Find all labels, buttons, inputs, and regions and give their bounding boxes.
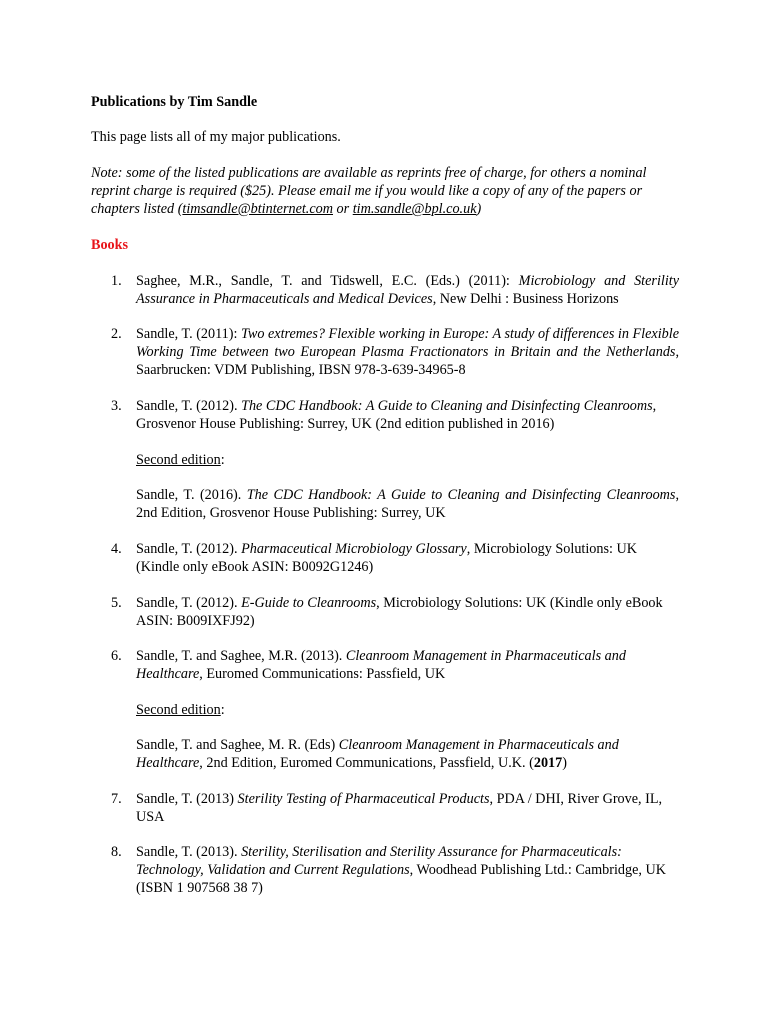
citation-title: Two extremes? Flexible working in Europe: A study of differences in Flexible Working Time between two European Plasma Fractionators in Britain and the Netherlands <box>136 326 679 360</box>
citation-title: E-Guide to Cleanrooms <box>241 595 377 611</box>
citation <box>136 790 679 826</box>
item-number: 6. <box>111 648 122 664</box>
citation-close: ) <box>562 755 567 771</box>
citation <box>136 397 679 433</box>
citation-authors: Sandle, T. and Saghee, M. R. (Eds) <box>136 737 339 753</box>
second-edition-colon: : <box>220 702 225 718</box>
intro-text: This page lists all of my major publications. <box>91 129 341 145</box>
citation-authors: Sandle, T. (2012). <box>136 398 242 414</box>
citation-publisher: , Saarbrucken: VDM Publishing, IBSN 978-3-639-34965-8 <box>136 344 679 378</box>
page-title: Publications by Tim Sandle <box>91 94 258 110</box>
item-number: 7. <box>111 791 122 807</box>
citation-authors: Sandle, T. (2012). <box>136 595 242 611</box>
citation-title: The CDC Handbook: A Guide to Cleaning and Disinfecting Cleanrooms <box>241 398 653 414</box>
section-heading-books: Books <box>91 237 129 253</box>
citation-authors: Sandle, T. (2011): <box>136 326 242 342</box>
citation-title: Sterility, Sterilisation and Sterility Assurance for Pharmaceuticals: Technology, Validation and Current Regulations <box>136 844 622 878</box>
citation-authors: Sandle, T. (2016). <box>136 487 247 503</box>
item-number: 2. <box>111 326 122 342</box>
citation <box>136 843 679 897</box>
citation-publisher: , Microbiology Solutions: UK (Kindle only eBook ASIN: B009IXFJ92) <box>136 595 663 629</box>
citation-publisher: , New Delhi : Business Horizons <box>432 291 619 307</box>
item-number: 4. <box>111 541 122 557</box>
item-number: 1. <box>111 273 122 289</box>
citation-title: Cleanroom Management in Pharmaceuticals and Healthcare <box>136 648 626 682</box>
note-or: or <box>333 201 353 217</box>
citation <box>136 647 679 683</box>
citation-title: The CDC Handbook: A Guide to Cleaning and Disinfecting Cleanrooms <box>246 487 676 503</box>
citation-publisher: , PDA / DHI, River Grove, IL, USA <box>136 791 663 825</box>
citation-publisher: , 2nd Edition, Euromed Communications, Passfield, U.K. ( <box>199 755 534 771</box>
citation <box>136 594 666 630</box>
item-number: 3. <box>111 398 122 414</box>
citation-publisher: , Microbiology Solutions: UK (Kindle only eBook ASIN: B0092G1246) <box>136 541 637 575</box>
note-text: Note: some of the listed publications are available as reprints free of charge, for others a nominal reprint charge is required ($25). Please email me if you would like a copy of any of the papers or chapters listed ( <box>91 165 647 217</box>
citation-authors: Sandle, T. (2012). <box>136 541 242 557</box>
citation-year: 2017 <box>533 755 563 771</box>
second-edition-label <box>136 701 679 719</box>
reprint-note <box>91 164 679 218</box>
citation-title: Cleanroom Management in Pharmaceuticals and Healthcare <box>136 737 619 771</box>
second-edition-text: Second edition <box>136 702 221 718</box>
second-edition-text: Second edition <box>136 452 221 468</box>
citation-publisher: , Woodhead Publishing Ltd.: Cambridge, UK (ISBN 1 907568 38 7) <box>136 862 666 896</box>
second-edition-colon: : <box>220 452 225 468</box>
email-link-bpl[interactable]: tim.sandle@bpl.co.uk <box>352 201 477 217</box>
item-number: 5. <box>111 595 122 611</box>
citation-authors: Sandle, T. (2013). <box>136 844 242 860</box>
citation-title: Sterility Testing of Pharmaceutical Products <box>237 791 490 807</box>
citation-authors: Sandle, T. and Saghee, M.R. (2013). <box>136 648 346 664</box>
citation-authors: Saghee, M.R., Sandle, T. and Tidswell, E.C. (Eds.) (2011): <box>136 273 519 289</box>
item-number: 8. <box>111 844 122 860</box>
citation-authors: Sandle, T. (2013) <box>136 791 238 807</box>
second-edition-citation <box>136 486 679 522</box>
second-edition-label <box>136 451 679 469</box>
citation-title: Pharmaceutical Microbiology Glossary <box>241 541 467 557</box>
email-link-btinternet[interactable]: timsandle@btinternet.com <box>182 201 333 217</box>
citation-publisher: , 2nd Edition, Grosvenor House Publishing: Surrey, UK <box>136 487 679 521</box>
second-edition-citation <box>136 736 679 772</box>
citation-title: Microbiology and Sterility Assurance in Pharmaceuticals and Medical Devices <box>136 273 680 307</box>
citation-publisher: , Grosvenor House Publishing: Surrey, UK (2nd edition published in 2016) <box>136 398 657 432</box>
note-close: ) <box>476 201 482 217</box>
citation-publisher: , Euromed Communications: Passfield, UK <box>199 666 446 682</box>
citation <box>136 325 679 379</box>
citation <box>136 272 679 308</box>
citation <box>136 540 679 576</box>
